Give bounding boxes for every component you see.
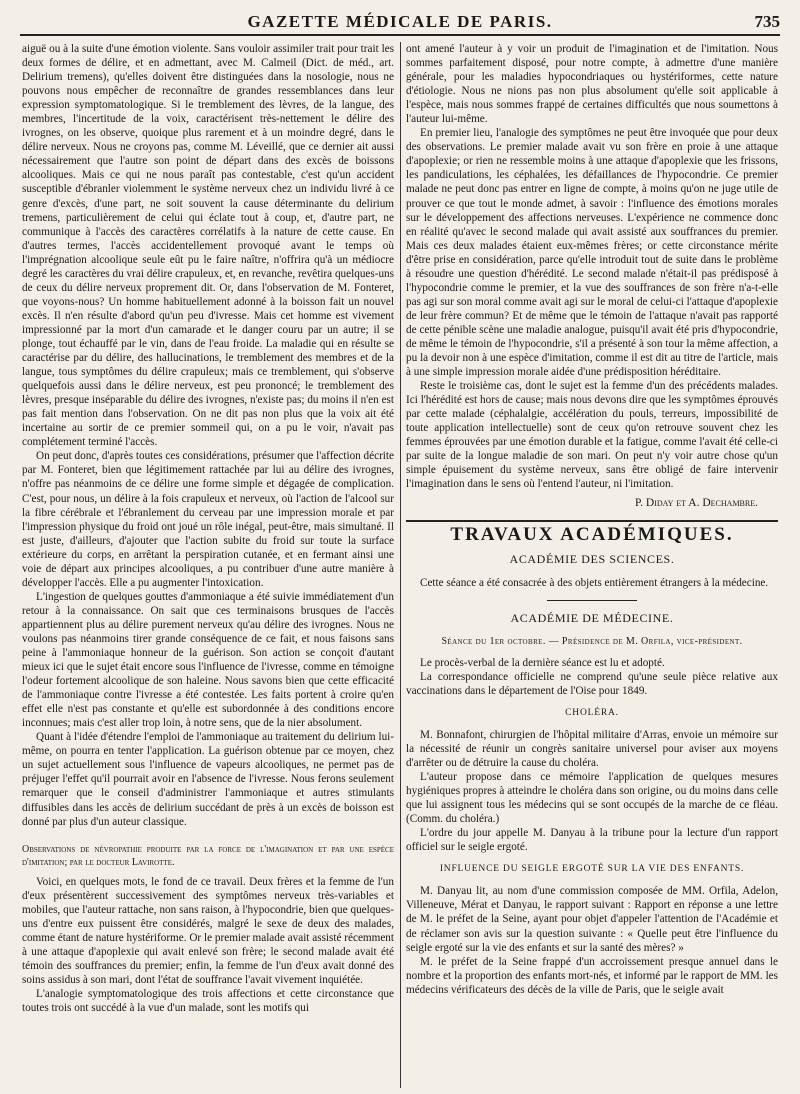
section-title: TRAVAUX ACADÉMIQUES. bbox=[450, 523, 734, 545]
seance-line: Séance du 1er octobre. — Présidence de M. Orfila, vice-président. bbox=[441, 635, 743, 647]
paragraph: En premier lieu, l'analogie des symptômes ne peut être invoquée que pour deux des observations. Le premier malade avait vu son frère en proie à une attaque d'apoplexie; or rien ne ressemble moins à une attaque d'apoplexie que les frissons, les pandiculations, les céphalées, les défaillances de l'hypocondrie. Ce premier malade ne peut donc pas entrer en ligne de compte, à moins qu'on ne juge utile de prouver ce que tout le monde admet, à savoir : l'influence des émotions morales sur le développement des affections nerveuses. L'expérience ne commence donc en réalité qu'avec le second malade qui avait assisté aux souffrances du premier. Mais ces deux malades étaient eux-mêmes frères; or cette circonstance mérite d'être prise en considération, parce qu'elle introduit tout de suite dans le problème à résoudre une question d'hérédité. Le second malade n'était-il pas prédisposé à l'hypocondrie comme le premier, et la vue des souffrances de son frère n'a-t-elle pas agi sur son moral comme avait agi sur le moral de celui-ci l'attaque d'apoplexie de leur frère commun? Et de même que le témoin de l'attaque n'avait pas rapporté de cette pénible scène une maladie analogue, puisqu'il avait été pris d'hypocondrie, de même le témoin de l'hypocondrie, s'il a présenté à son tour la même affection, a pu la devoir non à une espèce d'imitation, comme il est dit au titre de l'article, mais à une simple impression morale aidée d'une prédisposition héréditaire. bbox=[406, 127, 778, 379]
page-header bbox=[20, 12, 780, 36]
observation-title: Observations de névropathie produite par la force de l'imagination et par une espèce d'imitation; par le docteur Lavirotte. bbox=[22, 843, 394, 868]
paragraph: M. Danyau lit, au nom d'une commission composée de MM. Orfila, Adelon, Villeneuve, Mérat et Danyau, le rapport suivant : Rapport en réponse a une lettre de M. le préfet de la Seine, ayant pour objet d'appeler l'attention de l'Académie et de réclamer son avis sur la question suivante : « Quelle peut être l'influence du seigle ergoté sur la vie des enfants et sur la santé des mères? » bbox=[406, 885, 778, 954]
paragraph: La correspondance officielle ne comprend qu'une seule pièce relative aux vaccinations dans le département de l'Oise pour 1849. bbox=[406, 670, 778, 697]
paragraph: Voici, en quelques mots, le fond de ce travail. Deux frères et la femme de l'un d'eux présentèrent successivement des symptômes nerveux très-variables et mobiles, que l'auteur rattache, non sans raison, à l'hypocondrie, bien que quelques-uns d'entre eux puissent être considérés, malgré le sexe de deux des malades, comme étant de nature hystériforme. Or le premier malade avait assisté récemment à une attaque d'apoplexie qui avait enlevé son frère; le second malade avait été témoin des souffrances du premier; enfin, la femme de l'un d'eux avait donné des soins assidus à son mari, dont l'état de souffrance l'avait vivement inquiétée. bbox=[22, 875, 394, 986]
left-column bbox=[22, 42, 394, 1015]
short-rule bbox=[547, 600, 637, 601]
paragraph: aiguë ou à la suite d'une émotion violente. Sans vouloir assimiler trait pour trait les deux formes de délire, et en admettant, avec M. Calmeil (Dict. de méd., art. Delirium tremens), qu'elles doivent être distinguées dans la nosologie, nous ne pouvons nous empêcher de reconnaître de grandes ressemblances dans leur expression symptomatologique. Si le tremblement des lèvres, de la langue, des membres, l'incertitude de la voix, caractérisent très-nettement le délire des ivrognes, on les observe, quoique plus rarement et à un moindre degré, dans le délire nerveux. Nous ne croyons pas, comme M. Léveillé, que ce dernier ait aussi nécessairement que l'autre son point de départ dans des excès de boissons alcooliques. Mais ce qui ne nous paraît pas contestable, c'est qu'un accident susceptible d'ébranler violemment le système nerveux chez un individu livré à ce genre d'excès, d'une part, ne soit souvent la cause déterminante du delirium tremens, particulièrement de celui qui éclate tout à coup, et, d'autre part, ne communique à l'accès des caractères corrélatifs à la nature de cette cause. En d'autres termes, l'accès accidentellement provoqué avant le temps où l'imprégnation alcoolique seule eût pu le faire naître, n'offrira qu'à un médiocre degré les caractères du vrai délire crapuleux, et, en revanche, revêtira quelques-uns de ceux du délire nerveux proprement dit. Or, dans l'observation de M. Fonteret, que voyons-nous? Un homme habituellement adonné à la boisson fait un nouvel excès. Il n'en résulte d'abord qu'un peu d'ivresse. Mais cet homme est vivement impressionné par la mort d'un camarade et le danger couru par un autre; il se plonge, tout échauffé par le vin, dans de l'eau froide. La maladie qui en résulte se caractérise par du délire, des hallucinations, le tremblement des membres et de la langue, tous symptômes du délire crapuleux; mais ce tremblement, qui s'observe quelquefois aussi dans le délire nerveux, est peu prononcé; le tremblement des lèvres, presque inséparable du délire des ivrognes, n'existe pas; du moins il n'en est pas fait mention dans l'observation. On ne dit pas non plus que la voix ait été incertaine au sortir de ce premier sommeil qui, on a pu le voir, n'avait pas complétement terminé l'accès. bbox=[22, 43, 394, 449]
paragraph: Reste le troisième cas, dont le sujet est la femme d'un des précédents malades. Ici l'hérédité est hors de cause; mais nous devons dire que les symptômes éprouvés par cette malade (céphalalgie, accélération du pouls, terreurs, impossibilité de toute application intellectuelle) sont de ceux qu'on retrouve souvent chez les femmes éprouvées par une émotion durable et la fatigue, comme l'avait été celle-ci par suite de la longue maladie de son mari. On peut n'y voir autre chose qu'un simple épuisement du système nerveux, sans être obligé de faire intervenir l'imagination dans le sens où l'entend l'auteur, ni l'imitation. bbox=[406, 380, 778, 491]
section-separator bbox=[406, 520, 778, 522]
cholera-heading: CHOLÉRA. bbox=[565, 707, 619, 718]
journal-title: GAZETTE MÉDICALE DE PARIS. bbox=[247, 12, 553, 31]
paragraph: ont amené l'auteur à y voir un produit de l'imagination et de l'imitation. Nous sommes parfaitement disposé, pour notre compte, à admettre d'une manière générale, pour les maladies hypocondriaques ou hystériformes, cette nature d'étiologie. Nous ne nions pas non plus absolument qu'elle soit applicable à l'espèce, mais nous sommes frappé de certaines difficultés que nous soumettons à l'auteur lui-même. bbox=[406, 43, 778, 126]
paragraph: Cette séance a été consacrée à des objets entièrement étrangers à la médecine. bbox=[420, 576, 769, 589]
column-divider bbox=[400, 42, 401, 1088]
paragraph: Quant à l'idée d'étendre l'emploi de l'ammoniaque au traitement du delirium lui-même, on pourra en tenter l'application. La guérison obtenue par ce moyen, chez un sujet actuellement sous l'influence de vapeurs alcooliques, ne permet pas de préjuger l'effet qu'il pourrait avoir en l'absence de l'ivresse. Nous ferons seulement remarquer que le conseil d'administrer l'ammoniaque et autres stimulants diffusibles dans les accès de delirium succédant de près à un excès de boisson est donné par plus d'un auteur classique. bbox=[22, 731, 394, 828]
paragraph: L'ordre du jour appelle M. Danyau à la tribune pour la lecture d'un rapport officiel sur le seigle ergoté. bbox=[406, 827, 778, 854]
paragraph: M. Bonnafont, chirurgien de l'hôpital militaire d'Arras, envoie un mémoire sur la nécessité de réunir un congrès sanitaire universel pour aviser aux moyens d'arrêter ou de détruire la cause du choléra. bbox=[406, 728, 778, 770]
academie-sciences-heading: ACADÉMIE DES SCIENCES. bbox=[509, 551, 675, 566]
paragraph: M. le préfet de la Seine frappé d'un accroissement presque annuel dans le nombre et la proportion des enfants mort-nés, et informé par le rapport de MM. les médecins vérificateurs des décès de la ville de Paris, que le seigle avait bbox=[406, 955, 778, 996]
seigle-heading: INFLUENCE DU SEIGLE ERGOTÉ SUR LA VIE DES ENFANTS. bbox=[439, 864, 745, 875]
paragraph: L'analogie symptomatologique des trois affections et cette circonstance que toutes trois ont succédé à la vue d'un malade, sont les motifs qui bbox=[22, 988, 394, 1015]
paragraph: L'ingestion de quelques gouttes d'ammoniaque a été suivie immédiatement d'un retour à la connaissance. On sait que ces terminaisons brusques de l'accès appartiennent plus au délire purement nerveux qu'au délire des ivrognes. Nous ne voulons pas néanmoins tirer grande conséquence de ce fait, et nous faisons sans peine à l'ammoniaque honneur de la guérison. Son action se conçoit d'autant mieux ici que le sujet était encore sous l'influence de l'ivresse, comme en témoigne l'odeur fortement alcoolique de son haleine. Nous savons bien que cette efficacité de l'ammoniaque contre l'ivresse a été contestée. Les faits portent à croire qu'en effet elle n'est pas constante et qu'elle est subordonnée à des conditions encore inconnues; mais c'est aller trop loin, à notre sens, que de la nier absolument. bbox=[22, 590, 394, 730]
paragraph: On peut donc, d'après toutes ces considérations, présumer que l'affection décrite par M. Fonteret, bien que légitimement rattachée par lui au délire des ivrognes, n'offre pas néanmoins de ce délire une forme simple et dégagée de complication. C'est, pour nous, un délire à la fois crapuleux et nerveux, où l'action de l'alcool sur la fibre cérébrale et l'ébranlement du cerveau par une impression morale et par l'impression physique du froid ont joué un rôle inégal, peut-être, mais simultané. Il est juste, d'ailleurs, d'ajouter que l'action subite du froid sur toute la surface extérieure du corps, en arrêtant la perspiration cutanée, et en fermant ainsi une voie de départ aux principes alcooliques, a pu contribuer d'une autre manière à développer l'accès. Elle a pu augmenter l'intoxication. bbox=[22, 450, 394, 589]
paragraph: Le procès-verbal de la dernière séance est lu et adopté. bbox=[420, 656, 665, 669]
page-number: 735 bbox=[754, 12, 780, 31]
signature: P. Diday et A. Dechambre. bbox=[634, 496, 758, 509]
right-column bbox=[406, 42, 778, 997]
paragraph: L'auteur propose dans ce mémoire l'application de quelques mesures hygiéniques propres à atteindre le choléra dans son origine, ou du moins dans celle que lui assignent tous les médecins qui se sont occupés de la marche de ce fléau. (Comm. du choléra.) bbox=[406, 771, 778, 826]
academie-medecine-heading: ACADÉMIE DE MÉDECINE. bbox=[510, 610, 674, 625]
